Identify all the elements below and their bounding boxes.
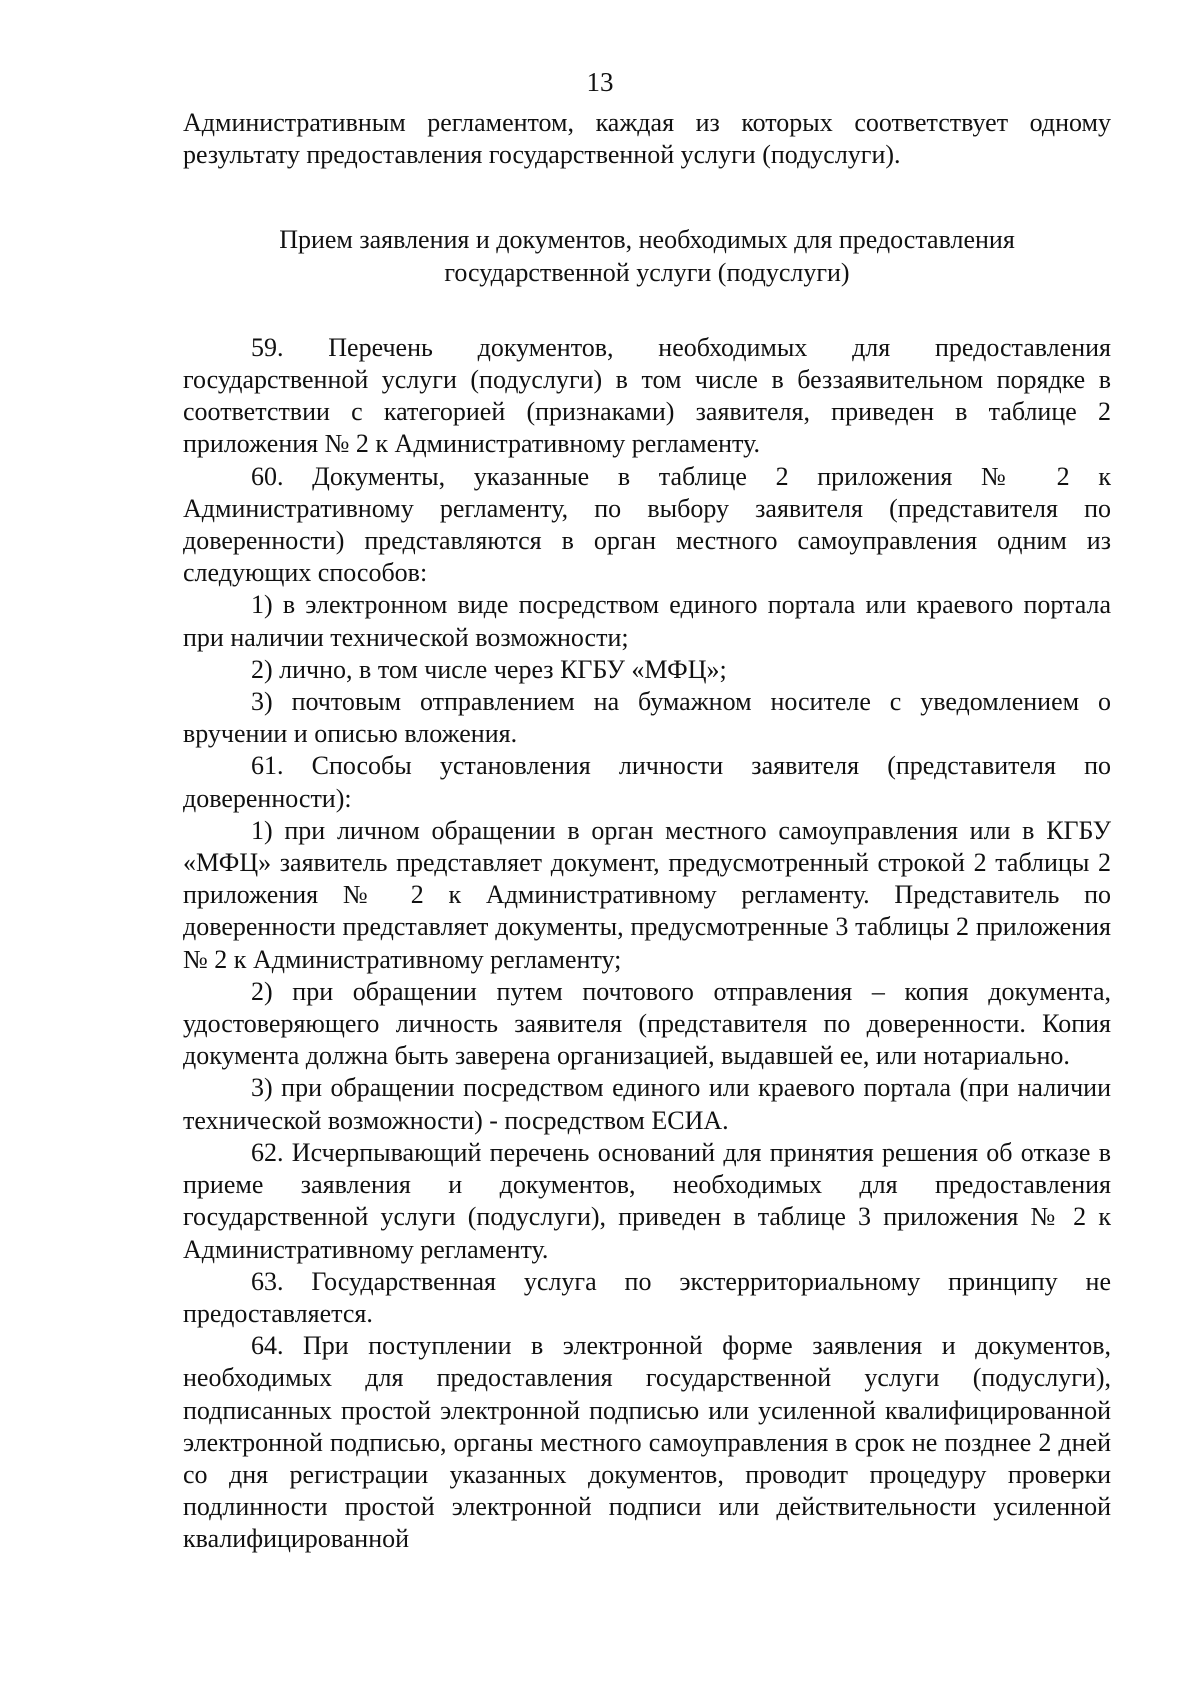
paragraph-60-item-2: 2) лично, в том числе через КГБУ «МФЦ»; bbox=[251, 654, 727, 684]
paragraph-64: 64. При поступлении в электронной форме заявления и документов, необходимых для предоставления государственной услуги (подуслуги), подписанных простой электронной подписью или усиленной квалифицированной электронной подписью, органы местного самоуправления в срок не позднее 2 дней со дня регистрации указанных документов, проводит процедуру проверки подлинности простой электронной подписи или действительности усиленной квалифицированной bbox=[183, 1331, 1111, 1554]
paragraph-63: 63. Государственная услуга по экстерриториальному принципу не предоставляется. bbox=[183, 1266, 1111, 1328]
intro-paragraph: Административным регламентом, каждая из которых соответствует одному результату предоставления государственной услуги (подуслуги). bbox=[183, 108, 1111, 170]
paragraph-62: 62. Исчерпывающий перечень оснований для принятия решения об отказе в приеме заявления и документов, необходимых для предоставления государственной услуги (подуслуги), приведен в таблице 3 приложения № 2 к Административному регламенту. bbox=[183, 1137, 1111, 1264]
paragraph-60-item-3: 3) почтовым отправлением на бумажном носителе с уведомлением о вручении и описью вложения. bbox=[183, 687, 1111, 749]
section-heading-line-1: Прием заявления и документов, необходимых для предоставления bbox=[279, 225, 1015, 255]
section-heading bbox=[223, 224, 1071, 288]
paragraph-61-item-2: 2) при обращении путем почтового отправления – копия документа, удостоверяющего личность заявителя (представителя по доверенности. Копия документа должна быть заверена организацией, выдавшей ее, или нотариально. bbox=[183, 976, 1111, 1071]
paragraph-61: 61. Способы установления личности заявителя (представителя по доверенности): bbox=[183, 751, 1111, 813]
paragraph-61-item-3: 3) при обращении посредством единого или краевого портала (при наличии технической возможности) - посредством ЕСИА. bbox=[183, 1073, 1111, 1135]
document-body bbox=[183, 107, 1111, 1556]
page-number: 13 bbox=[586, 67, 614, 97]
paragraph-59: 59. Перечень документов, необходимых для предоставления государственной услуги (подуслуги) в том числе в беззаявительном порядке в соответствии с категорией (признаками) заявителя, приведен в таблице 2 приложения № 2 к Административному регламенту. bbox=[183, 332, 1111, 459]
paragraph-61-item-1: 1) при личном обращении в орган местного самоуправления или в КГБУ «МФЦ» заявитель представляет документ, предусмотренный строкой 2 таблицы 2 приложения № 2 к Административному регламенту. Представитель по доверенности представляет документы, предусмотренные 3 таблицы 2 приложения № 2 к Административному регламенту; bbox=[183, 815, 1111, 974]
paragraph-60-item-1: 1) в электронном виде посредством единого портала или краевого портала при наличии технической возможности; bbox=[183, 590, 1111, 652]
section-heading-line-2: государственной услуги (подуслуги) bbox=[444, 257, 850, 287]
paragraph-60: 60. Документы, указанные в таблице 2 приложения № 2 к Административному регламенту, по выбору заявителя (представителя по доверенности) представляются в орган местного самоуправления одним из следующих способов: bbox=[183, 461, 1111, 588]
